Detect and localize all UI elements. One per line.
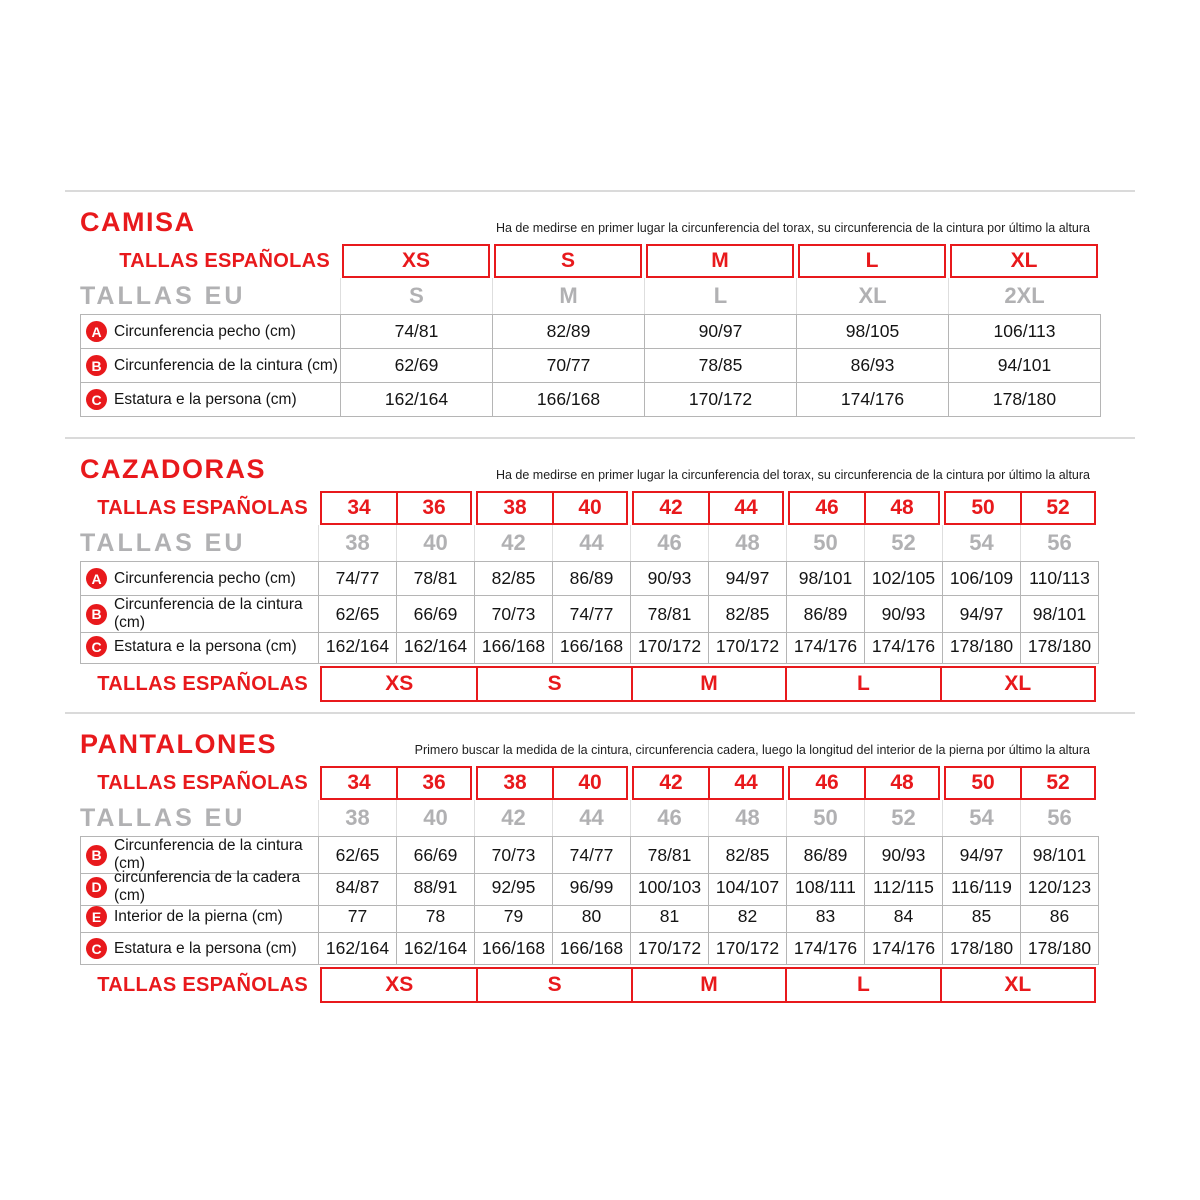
value-cell: 166/168 <box>475 933 553 965</box>
section-cazadoras <box>65 437 1135 712</box>
size-pair-box <box>476 766 628 800</box>
value-cell: 92/95 <box>475 869 553 906</box>
size-box: 48 <box>864 768 938 798</box>
value-cell: 170/172 <box>709 933 787 965</box>
pantalones-spanish-sizes-label: TALLAS ESPAÑOLAS <box>97 771 308 794</box>
table-row <box>81 837 1099 872</box>
size-box: 42 <box>659 771 683 794</box>
row-label <box>81 933 319 965</box>
value-cell: 94/101 <box>949 349 1101 383</box>
eu-size-cell: 54 <box>942 525 1020 561</box>
section-header-camisa <box>80 202 1135 238</box>
value-cell: 70/73 <box>475 837 553 874</box>
size-pair-box <box>320 766 472 800</box>
value-cell: 94/97 <box>943 596 1021 633</box>
size-box: L <box>798 244 946 278</box>
letter-badge: B <box>86 604 107 625</box>
value-cell: 178/180 <box>943 630 1021 664</box>
value-cell: 120/123 <box>1021 869 1099 906</box>
value-cell: 74/81 <box>341 315 493 349</box>
value-cell: 162/164 <box>397 933 475 965</box>
value-cell: 74/77 <box>319 562 397 596</box>
pantalones-spanish-sizes-row <box>80 766 1135 800</box>
size-chart-content <box>65 190 1135 1000</box>
eu-size-cell: 40 <box>396 800 474 836</box>
table-row <box>81 349 1101 383</box>
value-cell: 162/164 <box>319 630 397 664</box>
eu-size-cell: 2XL <box>948 278 1100 314</box>
size-box: S <box>476 969 630 1001</box>
bottom-sizes-bar <box>320 967 1096 1003</box>
camisa-eu-sizes-row <box>80 278 1135 314</box>
value-cell: 98/105 <box>797 315 949 349</box>
eu-size-cell: 46 <box>630 800 708 836</box>
row-label <box>81 315 341 349</box>
size-pair-box <box>788 766 940 800</box>
letter-badge: C <box>86 636 107 657</box>
value-cell: 166/168 <box>553 933 631 965</box>
value-cell: 170/172 <box>709 630 787 664</box>
size-box: 52 <box>1020 493 1094 523</box>
size-box: S <box>476 668 630 700</box>
value-cell: 170/172 <box>631 630 709 664</box>
value-cell: 78/81 <box>397 562 475 596</box>
value-cell: 100/103 <box>631 869 709 906</box>
value-cell: 174/176 <box>865 933 943 965</box>
size-box: 44 <box>708 493 782 523</box>
value-cell: 86 <box>1021 901 1099 933</box>
eu-size-cell: XL <box>796 278 948 314</box>
size-box: 34 <box>347 771 371 794</box>
size-pair-box <box>632 766 784 800</box>
letter-badge: A <box>86 568 107 589</box>
size-pair-box <box>632 491 784 525</box>
eu-size-cell: 54 <box>942 800 1020 836</box>
eu-size-cell: L <box>644 278 796 314</box>
table-row <box>81 315 1101 349</box>
value-cell: 98/101 <box>1021 596 1099 633</box>
value-cell: 174/176 <box>787 933 865 965</box>
value-cell: 174/176 <box>797 383 949 417</box>
size-box: 50 <box>971 771 995 794</box>
size-pair-box <box>476 491 628 525</box>
eu-size-cell: 52 <box>864 800 942 836</box>
row-label <box>81 630 319 664</box>
value-cell: 178/180 <box>943 933 1021 965</box>
value-cell: 112/115 <box>865 869 943 906</box>
size-box: 38 <box>503 496 527 519</box>
pantalones-eu-sizes-label: TALLAS EU <box>80 803 246 832</box>
camisa-spanish-sizes-row <box>80 244 1135 278</box>
value-cell: 62/65 <box>319 596 397 633</box>
row-label-text: Circunferencia pecho (cm) <box>114 569 296 587</box>
size-box: 38 <box>503 771 527 794</box>
size-box: 34 <box>347 496 371 519</box>
pantalones-bottom-sizes-row <box>80 966 1135 1004</box>
value-cell: 174/176 <box>787 630 865 664</box>
value-cell: 86/89 <box>787 596 865 633</box>
pantalones-eu-sizes-row <box>80 800 1135 836</box>
eu-size-cell: 42 <box>474 800 552 836</box>
value-cell: 116/119 <box>943 869 1021 906</box>
size-box: XL <box>940 668 1094 700</box>
cazadoras-bottom-sizes-label: TALLAS ESPAÑOLAS <box>97 672 308 695</box>
section-pantalones <box>65 712 1135 1000</box>
table-row <box>81 596 1099 630</box>
size-pair-box <box>320 491 472 525</box>
value-cell: 78/81 <box>631 837 709 874</box>
section-title-camisa: CAMISA <box>80 207 196 237</box>
section-note-camisa: Ha de medirse en primer lugar la circunferencia del torax, su circunferencia de la cintura por último la altura <box>495 221 1090 235</box>
value-cell: 78/85 <box>645 349 797 383</box>
value-cell: 84 <box>865 901 943 933</box>
value-cell: 62/69 <box>341 349 493 383</box>
row-label <box>81 383 341 417</box>
value-cell: 166/168 <box>493 383 645 417</box>
size-box: XS <box>385 672 414 695</box>
eu-size-cell: 52 <box>864 525 942 561</box>
section-camisa <box>65 190 1135 437</box>
section-note-pantalones: Primero buscar la medida de la cintura, circunferencia cadera, luego la longitud del interior de la pierna por último la altura <box>414 743 1090 757</box>
value-cell: 78/81 <box>631 596 709 633</box>
value-cell: 166/168 <box>475 630 553 664</box>
eu-size-cell: 40 <box>396 525 474 561</box>
cazadoras-eu-sizes-label: TALLAS EU <box>80 528 246 557</box>
size-box: S <box>494 244 642 278</box>
value-cell: 106/109 <box>943 562 1021 596</box>
value-cell: 162/164 <box>319 933 397 965</box>
size-box: XS <box>342 244 490 278</box>
cazadoras-bottom-sizes-row <box>80 665 1135 703</box>
section-title-pantalones: PANTALONES <box>80 729 277 759</box>
value-cell: 98/101 <box>1021 837 1099 874</box>
value-cell: 88/91 <box>397 869 475 906</box>
value-cell: 74/77 <box>553 837 631 874</box>
value-cell: 98/101 <box>787 562 865 596</box>
value-cell: 79 <box>475 901 553 933</box>
letter-badge: B <box>86 845 107 866</box>
value-cell: 90/93 <box>631 562 709 596</box>
eu-size-cell: 48 <box>708 800 786 836</box>
eu-size-cell: 50 <box>786 525 864 561</box>
value-cell: 70/73 <box>475 596 553 633</box>
section-header-pantalones <box>80 724 1135 760</box>
table-row <box>81 630 1099 664</box>
value-cell: 84/87 <box>319 869 397 906</box>
value-cell: 170/172 <box>631 933 709 965</box>
size-box: M <box>631 668 785 700</box>
value-cell: 66/69 <box>397 837 475 874</box>
size-box: 42 <box>659 496 683 519</box>
size-box: 48 <box>864 493 938 523</box>
eu-size-cell: 38 <box>318 525 396 561</box>
value-cell: 96/99 <box>553 869 631 906</box>
section-header-cazadoras <box>80 449 1135 485</box>
size-box: XL <box>950 244 1098 278</box>
value-cell: 86/89 <box>787 837 865 874</box>
table-row <box>81 901 1099 933</box>
value-cell: 82/85 <box>709 596 787 633</box>
value-cell: 83 <box>787 901 865 933</box>
eu-size-cell: 38 <box>318 800 396 836</box>
eu-size-cell: 44 <box>552 800 630 836</box>
camisa-eu-sizes-label: TALLAS EU <box>80 281 246 310</box>
pantalones-measurements-table <box>80 836 1099 965</box>
letter-badge: B <box>86 355 107 376</box>
size-box: 40 <box>552 768 626 798</box>
value-cell: 82/89 <box>493 315 645 349</box>
row-label-text: Circunferencia pecho (cm) <box>114 322 296 340</box>
value-cell: 170/172 <box>645 383 797 417</box>
table-row <box>81 383 1101 417</box>
size-box: 46 <box>815 496 839 519</box>
section-title-cazadoras: CAZADORAS <box>80 454 266 484</box>
value-cell: 94/97 <box>943 837 1021 874</box>
size-pair-box <box>788 491 940 525</box>
row-label-text: Estatura e la persona (cm) <box>114 637 297 655</box>
row-label-text: Interior de la pierna (cm) <box>114 907 283 925</box>
value-cell: 90/93 <box>865 837 943 874</box>
row-label-text: Circunferencia de la cintura (cm) <box>114 356 338 374</box>
row-label-text: circunferencia de la cadera (cm) <box>114 869 301 904</box>
value-cell: 178/180 <box>949 383 1101 417</box>
table-row <box>81 869 1099 904</box>
value-cell: 62/65 <box>319 837 397 874</box>
value-cell: 80 <box>553 901 631 933</box>
row-label <box>81 349 341 383</box>
row-label-text: Circunferencia de la cintura (cm) <box>114 596 303 631</box>
letter-badge: D <box>86 877 107 898</box>
bottom-sizes-bar <box>320 666 1096 702</box>
eu-size-cell: 46 <box>630 525 708 561</box>
cazadoras-spanish-sizes-label: TALLAS ESPAÑOLAS <box>97 496 308 519</box>
size-box: XL <box>940 969 1094 1001</box>
size-box: XS <box>385 973 414 996</box>
value-cell: 85 <box>943 901 1021 933</box>
size-box: L <box>785 668 939 700</box>
value-cell: 90/93 <box>865 596 943 633</box>
value-cell: 70/77 <box>493 349 645 383</box>
size-pair-box <box>944 491 1096 525</box>
value-cell: 86/93 <box>797 349 949 383</box>
value-cell: 162/164 <box>397 630 475 664</box>
letter-badge: C <box>86 938 107 959</box>
size-box: 36 <box>396 768 470 798</box>
value-cell: 166/168 <box>553 630 631 664</box>
eu-size-cell: 56 <box>1020 800 1098 836</box>
value-cell: 94/97 <box>709 562 787 596</box>
letter-badge: A <box>86 321 107 342</box>
eu-size-cell: M <box>492 278 644 314</box>
letter-badge: C <box>86 389 107 410</box>
value-cell: 78 <box>397 901 475 933</box>
letter-badge: E <box>86 906 107 927</box>
row-label <box>81 901 319 933</box>
size-box: 50 <box>971 496 995 519</box>
value-cell: 178/180 <box>1021 630 1099 664</box>
value-cell: 102/105 <box>865 562 943 596</box>
eu-size-cell: 56 <box>1020 525 1098 561</box>
eu-size-cell: S <box>340 278 492 314</box>
value-cell: 110/113 <box>1021 562 1099 596</box>
value-cell: 108/111 <box>787 869 865 906</box>
eu-size-cell: 44 <box>552 525 630 561</box>
row-label-text: Estatura e la persona (cm) <box>114 390 297 408</box>
size-box: M <box>646 244 794 278</box>
row-label <box>81 562 319 596</box>
value-cell: 162/164 <box>341 383 493 417</box>
size-box: 36 <box>396 493 470 523</box>
eu-size-cell: 42 <box>474 525 552 561</box>
row-label-text: Estatura e la persona (cm) <box>114 939 297 957</box>
value-cell: 66/69 <box>397 596 475 633</box>
camisa-spanish-sizes-label: TALLAS ESPAÑOLAS <box>119 249 330 272</box>
value-cell: 90/97 <box>645 315 797 349</box>
table-row <box>81 562 1099 596</box>
value-cell: 86/89 <box>553 562 631 596</box>
value-cell: 178/180 <box>1021 933 1099 965</box>
table-row <box>81 933 1099 965</box>
row-label-text: Circunferencia de la cintura (cm) <box>114 837 303 872</box>
size-box: L <box>785 969 939 1001</box>
cazadoras-measurements-table <box>80 561 1099 664</box>
value-cell: 74/77 <box>553 596 631 633</box>
value-cell: 77 <box>319 901 397 933</box>
size-box: M <box>631 969 785 1001</box>
size-box: 44 <box>708 768 782 798</box>
row-label <box>81 596 319 633</box>
eu-size-cell: 50 <box>786 800 864 836</box>
value-cell: 82/85 <box>475 562 553 596</box>
section-note-cazadoras: Ha de medirse en primer lugar la circunferencia del torax, su circunferencia de la cintura por último la altura <box>495 468 1090 482</box>
cazadoras-spanish-sizes-row <box>80 491 1135 525</box>
pantalones-bottom-sizes-label: TALLAS ESPAÑOLAS <box>97 973 308 996</box>
size-box: 52 <box>1020 768 1094 798</box>
camisa-measurements-table <box>80 314 1101 417</box>
cazadoras-eu-sizes-row <box>80 525 1135 561</box>
value-cell: 81 <box>631 901 709 933</box>
size-box: 40 <box>552 493 626 523</box>
value-cell: 174/176 <box>865 630 943 664</box>
size-box: 46 <box>815 771 839 794</box>
value-cell: 104/107 <box>709 869 787 906</box>
size-pair-box <box>944 766 1096 800</box>
value-cell: 106/113 <box>949 315 1101 349</box>
eu-size-cell: 48 <box>708 525 786 561</box>
value-cell: 82/85 <box>709 837 787 874</box>
value-cell: 82 <box>709 901 787 933</box>
